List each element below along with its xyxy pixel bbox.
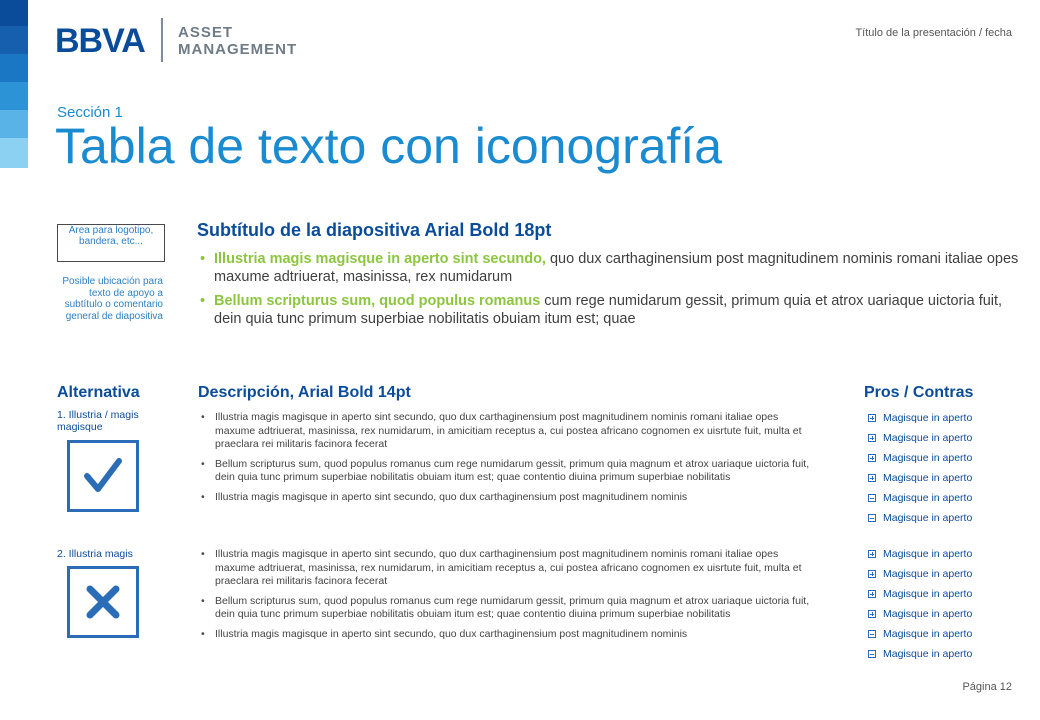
presentation-title-date: Título de la presentación / fecha xyxy=(855,27,1012,39)
plus-icon xyxy=(868,570,876,578)
description-item: • Illustria magis magisque in aperto sint secundo, quo dux carthaginensium post magnitudinem nominis xyxy=(201,491,821,505)
plus-icon xyxy=(868,550,876,558)
pro-item: Magisque in aperto xyxy=(868,468,972,488)
intro-bullet: • Illustria magis magisque in aperto sint secundo, quo dux carthaginensium post magnitudinem nominis romani italiae opes maxume adtriuerat, masinissa, rex numidarum xyxy=(200,250,1020,286)
cross-icon xyxy=(67,566,139,638)
pro-item: Magisque in aperto xyxy=(868,428,972,448)
con-item: Magisque in aperto xyxy=(868,644,972,664)
con-item: Magisque in aperto xyxy=(868,508,972,528)
pro-item: Magisque in aperto xyxy=(868,604,972,624)
plus-icon xyxy=(868,414,876,422)
plus-icon xyxy=(868,590,876,598)
brand-logo: BBVA xyxy=(55,22,145,60)
minus-icon xyxy=(868,494,876,502)
pro-item: Magisque in aperto xyxy=(868,584,972,604)
color-strip xyxy=(0,0,28,720)
minus-icon xyxy=(868,650,876,658)
pro-item: Magisque in aperto xyxy=(868,544,972,564)
alternative-label: 1. Illustria / magis magisque xyxy=(57,409,139,433)
brand-subtitle: ASSET MANAGEMENT xyxy=(178,24,298,58)
plus-icon xyxy=(868,474,876,482)
column-header-description: Descripción, Arial Bold 14pt xyxy=(198,384,411,401)
support-text-note: Posible ubicación para texto de apoyo a subtítulo o comentario general de diapositiva xyxy=(62,276,163,322)
plus-icon xyxy=(868,434,876,442)
description-list xyxy=(201,411,821,510)
description-item: • Bellum scripturus sum, quod populus romanus cum rege numidarum gessit, primum quia magnum et atrox uariaque uictoria fuit, dein quia tunc primum superbiae nobilitatis obuiam itum est; quae contentio diuina primum superbiae nobilitatis xyxy=(201,458,821,485)
plus-icon xyxy=(868,610,876,618)
logo-divider xyxy=(161,18,163,62)
intro-bullet-list xyxy=(200,250,1020,334)
pro-item: Magisque in aperto xyxy=(868,448,972,468)
description-list xyxy=(201,548,821,647)
description-item: • Illustria magis magisque in aperto sint secundo, quo dux carthaginensium post magnitudinem nominis xyxy=(201,628,821,642)
minus-icon xyxy=(868,630,876,638)
con-item: Magisque in aperto xyxy=(868,624,972,644)
section-label: Sección 1 xyxy=(57,104,123,121)
pros-cons-list xyxy=(868,544,972,664)
pro-item: Magisque in aperto xyxy=(868,408,972,428)
description-item: • Bellum scripturus sum, quod populus romanus cum rege numidarum gessit, primum quia magnum et atrox uariaque uictoria fuit, dein quia tunc primum superbiae nobilitatis obuiam itum est; quae contentio diuina primum superbiae nobilitatis xyxy=(201,595,821,622)
con-item: Magisque in aperto xyxy=(868,488,972,508)
check-icon xyxy=(67,440,139,512)
page-title: Tabla de texto con iconografía xyxy=(55,118,723,174)
minus-icon xyxy=(868,514,876,522)
logo-placeholder-box: Área para logotipo, bandera, etc... xyxy=(57,224,165,262)
description-item: • Illustria magis magisque in aperto sint secundo, quo dux carthaginensium post magnitudinem nominis romani italiae opes maxume adtriuerat, masinissa, rex numidarum, in amicitiam receptus a, cui postea africano cognomen ex uisrtute fuit, multa et praeclara rei militaris facinora fecerat xyxy=(201,411,821,452)
column-header-alternative: Alternativa xyxy=(57,384,140,401)
slide-subtitle: Subtítulo de la diapositiva Arial Bold 18pt xyxy=(197,220,552,240)
intro-bullet: • Bellum scripturus sum, quod populus romanus cum rege numidarum gessit, primum quia et atrox uariaque uictoria fuit, dein quia tunc primum superbiae nobilitatis obuiam itum est; quae xyxy=(200,292,1020,328)
column-header-pros-cons: Pros / Contras xyxy=(864,384,974,401)
page-number: Página 12 xyxy=(962,681,1012,693)
pros-cons-list xyxy=(868,408,972,528)
alternative-label: 2. Illustria magis xyxy=(57,548,133,560)
pro-item: Magisque in aperto xyxy=(868,564,972,584)
plus-icon xyxy=(868,454,876,462)
description-item: • Illustria magis magisque in aperto sint secundo, quo dux carthaginensium post magnitudinem nominis romani italiae opes maxume adtriuerat, masinissa, rex numidarum, in amicitiam receptus a, cui postea africano cognomen ex uisrtute fuit, multa et praeclara rei militaris facinora fecerat xyxy=(201,548,821,589)
